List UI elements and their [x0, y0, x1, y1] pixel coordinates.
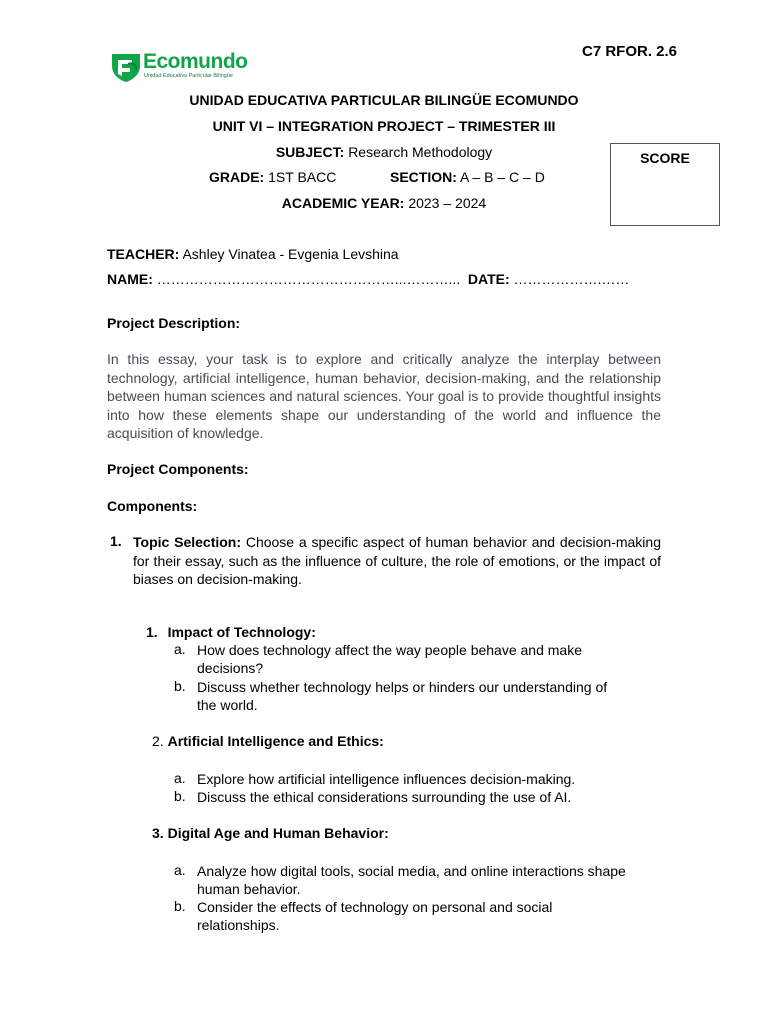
teacher-value: Ashley Vinatea - Evgenia Levshina	[182, 246, 399, 262]
section-1-number: 1.	[146, 624, 158, 640]
section-1-item-b-letter: b.	[174, 678, 186, 694]
section-1-title	[146, 624, 316, 640]
subject-value: Research Methodology	[348, 144, 493, 160]
section-1-item-b	[197, 678, 657, 714]
grade-value: 1ST BACC	[268, 169, 337, 185]
year-value: 2023 – 2024	[408, 195, 487, 211]
section-1-item-b-line-1: Discuss whether technology helps or hinders our understanding of	[197, 679, 608, 695]
date-field[interactable]: ……………….……	[513, 271, 630, 287]
section-2-item-a: Explore how artificial intelligence influences decision-making.	[197, 771, 576, 787]
name-label: NAME:	[107, 271, 153, 287]
date-label: DATE:	[467, 271, 510, 287]
teacher-label: TEACHER:	[107, 246, 180, 262]
topic-number: 1.	[110, 533, 122, 549]
section-3-title	[152, 825, 389, 841]
unit-title: UNIT VI – INTEGRATION PROJECT – TRIMESTER III	[212, 118, 556, 134]
name-field[interactable]: ……………………………………………...………...	[156, 271, 461, 287]
section-2-title-text: Artificial Intelligence and Ethics:	[167, 733, 384, 749]
name-date-line	[107, 271, 629, 287]
description-heading: Project Description:	[107, 315, 241, 331]
section-1-item-a-line-1: How does technology affect the way people behave and make	[197, 642, 582, 658]
section-3-title-text: Digital Age and Human Behavior:	[167, 825, 389, 841]
topic-text: Choose a specific aspect of human behavior and decision-making for their essay, such as the influence of culture, the role of emotions, or the impact of biases on decision-making.	[133, 534, 661, 587]
section-3-number: 3.	[152, 825, 164, 841]
year-label: ACADEMIC YEAR:	[281, 195, 405, 211]
grade-label: GRADE:	[209, 169, 265, 185]
section-3-item-a-letter: a.	[174, 862, 186, 878]
section-1-title-text: Impact of Technology:	[167, 624, 316, 640]
section-2-number: 2.	[152, 733, 164, 749]
section-3-item-a	[197, 862, 657, 898]
school-name: UNIDAD EDUCATIVA PARTICULAR BILINGÜE ECOMUNDO	[189, 92, 579, 108]
section-line	[390, 169, 545, 185]
document-code: C7 RFOR. 2.6	[582, 43, 678, 60]
section-3-item-b-line-2: relationships.	[197, 917, 280, 933]
section-2-title	[152, 733, 384, 749]
section-3-item-a-line-1: Analyze how digital tools, social media, and online interactions shape	[197, 863, 626, 879]
section-1-item-a	[197, 641, 657, 677]
topic-label: Topic Selection:	[133, 534, 242, 550]
section-2-item-a-letter: a.	[174, 770, 186, 786]
section-1-item-b-line-2: the world.	[197, 697, 258, 713]
score-box[interactable]	[610, 143, 720, 226]
logo-wordmark: Ecomundo	[143, 50, 248, 73]
section-3-item-a-line-2: human behavior.	[197, 881, 301, 897]
topic-selection	[133, 533, 661, 589]
grade-line	[209, 169, 336, 185]
section-value: A – B – C – D	[460, 169, 545, 185]
section-label: SECTION:	[390, 169, 457, 185]
subject-label: SUBJECT:	[275, 144, 345, 160]
description-text: In this essay, your task is to explore and critically analyze the interplay between technology, artificial intelligence, human behavior, decision-making, and the relationship between human sciences and natural sciences. Your goal is to provide thoughtful insights into how these elements shape our understanding of the world and influence the acquisition of knowledge.	[107, 351, 661, 441]
section-1-item-a-letter: a.	[174, 641, 186, 657]
section-2-item-b-letter: b.	[174, 788, 186, 804]
section-3-item-b	[197, 898, 657, 934]
section-3-item-b-line-1: Consider the effects of technology on personal and social	[197, 899, 553, 915]
components-heading: Project Components:	[107, 461, 249, 477]
components-subheading: Components:	[107, 498, 198, 514]
ecomundo-logo-icon	[110, 50, 144, 84]
section-3-item-b-letter: b.	[174, 898, 186, 914]
score-label: SCORE	[640, 150, 690, 166]
teacher-line	[107, 246, 399, 262]
section-1-item-a-line-2: decisions?	[197, 660, 264, 676]
section-2-item-b: Discuss the ethical considerations surrounding the use of AI.	[197, 789, 572, 805]
logo-subtitle: Unidad Educativa Particular Bilingüe	[144, 73, 233, 79]
